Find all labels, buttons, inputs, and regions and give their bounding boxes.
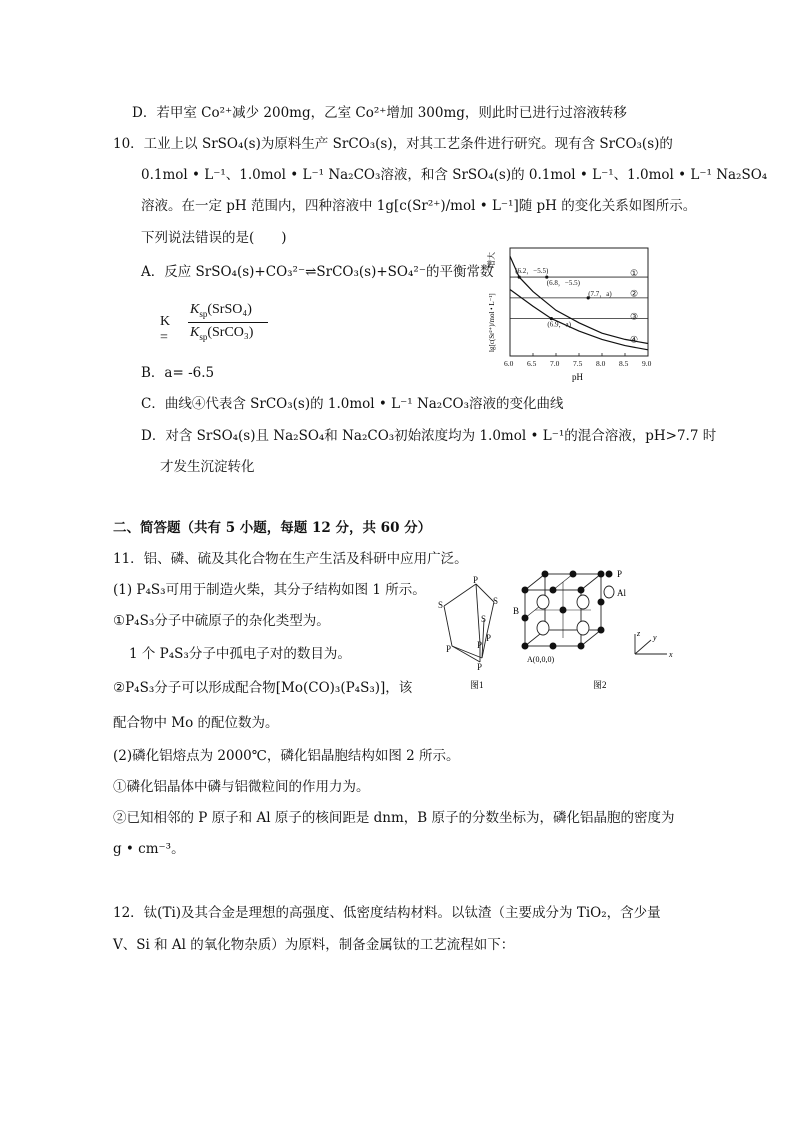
- fig2-label-b: B: [513, 606, 520, 616]
- fig2-axis-z: z: [637, 629, 641, 638]
- fig2-alp-unit-cell: [505, 566, 685, 696]
- formula-den-arg: (SrCO₃): [207, 325, 254, 340]
- q10-stem-line2: 0.1mol • L⁻¹、1.0mol • L⁻¹ Na₂CO₃溶液，和含 SrSO₄(s)的 0.1mol • L⁻¹、1.0mol • L⁻¹ Na₂SO₄: [141, 167, 768, 183]
- fig1-atom-s-mid: S: [481, 614, 487, 624]
- chart-x-tick-label: 9.0: [642, 359, 652, 368]
- fig2-axis-y: y: [653, 633, 657, 642]
- q11-part1-a: ①P₄S₃分子中硫原子的杂化类型为。: [113, 613, 330, 629]
- chart-x-tick-label: 7.0: [550, 359, 560, 368]
- q11-part1: (1) P₄S₃可用于制造火柴，其分子结构如图 1 所示。: [113, 582, 426, 598]
- fig2-axis-x: x: [669, 650, 673, 659]
- q11-stem: 11．铝、磷、硫及其化合物在生产生活及科研中应用广泛。: [113, 551, 468, 567]
- fig1-atom-s-left: S: [438, 600, 444, 610]
- q11-part2-b: ②已知相邻的 P 原子和 Al 原子的核间距是 dnm，B 原子的分数坐标为，磷化铝晶胞的密度为: [113, 810, 675, 826]
- fig1-atom-s-right: S: [493, 596, 499, 606]
- chart-curve-label: ③: [630, 311, 639, 322]
- fig2-legend-p: P: [617, 569, 623, 579]
- chart-x-tick-label: 6.5: [527, 359, 537, 368]
- chart-xlabel: pH: [572, 372, 583, 382]
- section2-heading: 二、简答题（共有 5 小题，每题 12 分，共 60 分）: [113, 520, 432, 536]
- q10-option-b: B．a= -6.5: [141, 365, 215, 381]
- chart-x-tick-label: 6.0: [504, 359, 514, 368]
- q12-line2: V、Si 和 Al 的氧化物杂质）为原料，制备金属钛的工艺流程如下：: [113, 937, 515, 953]
- chart-x-tick-label: 8.0: [596, 359, 606, 368]
- q11-part2: (2)磷化铝熔点为 2000℃，磷化铝晶胞结构如图 2 所示。: [113, 748, 460, 764]
- q10-stem-line3: 溶液。在一定 pH 范围内，四种溶液中 1g[c(Sr²⁺)/mol • L⁻¹]随 pH 的变化关系如图所示。: [141, 198, 697, 214]
- q11-part2-b2: g • cm⁻³。: [113, 841, 185, 857]
- q10-stem-line1: 10．工业上以 SrSO₄(s)为原料生产 SrCO₃(s)，对其工艺条件进行研究。现有含 SrCO₃(s)的: [113, 136, 673, 152]
- formula-numerator: K: [190, 302, 200, 317]
- chart-annotation-label: (6.9，a): [547, 320, 571, 329]
- q11-part1-c: ②P₄S₃分子可以形成配合物[Mo(CO)₃(P₄S₃)]，该: [113, 680, 413, 696]
- fig2-label-a: A(0,0,0): [527, 655, 555, 664]
- fig1-atom-p-top: P: [473, 575, 479, 585]
- fig1-atom-p-right: P: [486, 633, 492, 643]
- q10-option-a: A．反应 SrSO₄(s)+CO₃²⁻⇌SrCO₃(s)+SO₄²⁻的平衡常数: [141, 264, 494, 280]
- q9-option-d: D．若甲室 Co²⁺减少 200mg，乙室 Co²⁺增加 300mg，则此时已进行过溶液转移: [132, 105, 627, 121]
- chart-series-line-4: [510, 290, 648, 350]
- chart-annotation-point: [518, 275, 521, 278]
- q12-line1: 12．钛(Ti)及其合金是理想的高强度、低密度结构材料。以钛渣（主要成分为 TiO₂，含少量: [113, 905, 661, 921]
- q10-option-d-line1: D．对含 SrSO₄(s)且 Na₂SO₄和 Na₂CO₃初始浓度均为 1.0mol • L⁻¹的混合溶液，pH>7.7 时: [141, 428, 717, 444]
- chart-annotation-label: (6.2，−5.5): [515, 267, 549, 276]
- fig1-atom-p-mid: P: [477, 640, 483, 650]
- formula-denominator: K: [190, 325, 200, 340]
- q11-part1-c2: 配合物中 Mo 的配位数为。: [113, 715, 279, 731]
- chart-ylabel: lg[c(Sr²⁺)/mol • L⁻¹]: [488, 293, 496, 352]
- q10-stem-line4: 下列说法错误的是( ): [141, 230, 287, 246]
- fig2-caption: 图2: [593, 680, 607, 690]
- chart-curve-label: ②: [630, 288, 639, 299]
- fig1-atom-p-left: P: [446, 644, 452, 654]
- q10-chart: [484, 242, 664, 382]
- chart-ylabel-top: 增大: [487, 252, 496, 268]
- chart-annotation-label: (6.8，−5.5): [546, 279, 580, 288]
- q10-option-c: C．曲线④代表含 SrCO₃(s)的 1.0mol • L⁻¹ Na₂CO₃溶液的变化曲线: [141, 396, 564, 412]
- formula-num-arg: (SrSO₄): [207, 302, 252, 317]
- chart-curve-label: ①: [630, 267, 639, 278]
- q11-part2-a: ①磷化铝晶体中磷与铝微粒间的作用力为。: [113, 779, 370, 795]
- fig1-p4s3-structure: [430, 572, 510, 692]
- chart-x-tick-label: 7.5: [573, 359, 583, 368]
- chart-annotation-label: (7.7，a): [588, 289, 612, 298]
- fig1-atom-p-bottom: P: [477, 662, 483, 672]
- formula-k: K =: [160, 314, 171, 345]
- q11-part1-b: 1 个 P₄S₃分子中孤电子对的数目为。: [129, 646, 351, 662]
- formula-num-sub: sp: [199, 308, 208, 319]
- formula-den-sub: sp: [199, 331, 208, 342]
- fig2-legend-al: Al: [617, 588, 626, 598]
- chart-curve-label: ④: [630, 334, 639, 345]
- fig1-caption: 图1: [470, 680, 484, 690]
- q10-option-d-line2: 才发生沉淀转化: [160, 459, 255, 475]
- chart-x-tick-label: 8.5: [619, 359, 629, 368]
